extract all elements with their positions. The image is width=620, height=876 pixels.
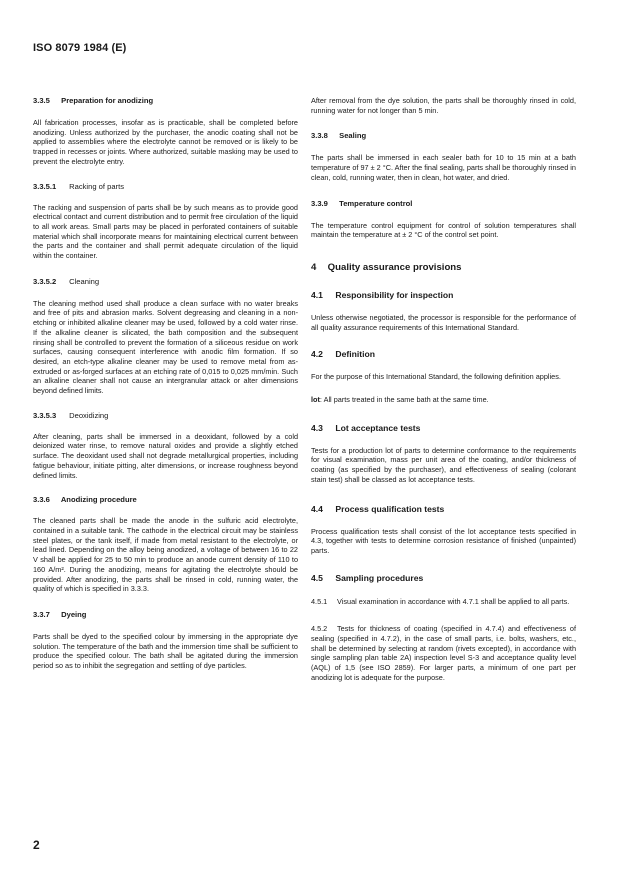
section-heading: 4.3 Lot acceptance tests [311,422,421,433]
chapter-heading: 4 Quality assurance provisions [311,261,462,273]
section-body: Unless otherwise negotiated, the processor is responsible for the performance of all quality assurance requirements of this International Standard. [311,312,576,332]
section-number: 4.5.2 [311,624,328,634]
section-body: Tests for thickness of coating (specified in 4.7.4) and effectiveness of sealing (specified in 4.7.2), in the case of small parts, i.e. bolts, washers, etc., shall be determined by selecting at random (rivets excepted), in accordance with single sampling plan table 2A) inspection level S-3 and acceptance quality level (AQL) of 1,5 (see ISO 2859). For larger parts, a minimum of one part per anodizing lot is adequate for the purpose. [311,624,576,682]
section-4-1 [311,290,576,332]
section-4-2 [311,349,576,404]
section-heading: 3.3.8 Sealing [311,131,367,141]
section-3-3-5 [33,96,298,167]
section-body: Process qualification tests shall consist of the lot acceptance tests specified in 4.3, together with tests to determine corrosion resistance of finished (unpainted) parts. [311,526,576,555]
section-body: For the purpose of this International Standard, the following definition applies. [311,372,561,382]
document-header: ISO 8079 1984 (E) [33,42,127,54]
right-column [311,96,576,683]
section-4-3 [311,423,576,485]
section-3-3-7 [33,610,298,671]
section-heading: 3.3.5.3 Deoxidizing [33,410,109,420]
section-4-5-1 [311,597,576,607]
section-4-5-2 [311,624,576,682]
section-3-3-9 [311,199,576,240]
section-body: The racking and suspension of parts shall be by such means as to provide good electrical contact and current distribution and to permit free circulation of the liquid to all work areas. Small parts may be placed in perforated containers of suitable material which shall incorporate means for maintaining electrical current between the parts and the container and shall permit adequate circulation of the liquid within the container. [33,202,298,261]
section-4-4 [311,504,576,556]
section-3-3-5-1 [33,182,298,261]
page-number: 2 [33,838,40,852]
section-body: Tests for a production lot of parts to determine conformance to the requirements for visual examination, mass per unit area of the coating, and/or thickness of coating (as specified by the purchaser), and effectiveness of sealing (colorant stain test) shall be classed as lot acceptance tests. [311,445,576,484]
section-heading: 4.4 Process qualification tests [311,503,445,514]
section-body: All fabrication processes, insofar as is practicable, shall be completed before anodizing. Unless authorized by the purchaser, the anodic coating shall not be applied to assemblies where the electrolyte cannot be removed or is likely to be trapped in recesses or joints. Where authorized, suitable masking may be used to prevent the electrolyte entry. [33,118,298,166]
section-body-continued: After removal from the dye solution, the parts shall be thoroughly rinsed in cold, running water for not longer than 5 min. [311,96,576,115]
section-body: The parts shall be immersed in each sealer bath for 10 to 15 min at a bath temperature of 97 ± 2 °C. After the final sealing, parts shall be thoroughly rinsed in clean, cold, running water, then in clean, hot water, and dried. [311,153,576,182]
section-heading: 3.3.5 Preparation for anodizing [33,96,154,105]
section-heading: 3.3.5.2 Cleaning [33,276,100,286]
section-heading: 3.3.7 Dyeing [33,609,87,619]
definition-term: lot [311,395,320,405]
section-body: The cleaning method used shall produce a clean surface with no water breaks and free of pits and abrasion marks. Solvent degreasing and cleaning in a non-etching or inhibited alkaline cleaner may be used, followed by a cold water rinse. If the alkaline cleaner is silicated, the bath composition and the subsequent rinsing shall be controlled to prevent the formation of a siliceous residue on work surfaces, causing consequent interference with anodic film formation. If so desired, an etch-type alkaline cleaner may be used to remove metal from as-extruded or as-forged surfaces at an etching rate of 0,015 to 0,025 mm/min. Such an alkaline cleaner shall not cause an intergranular attack or alter dimensions beyond defined limits. [33,298,298,396]
left-column [33,96,298,671]
definition-entry [311,395,576,405]
section-3-3-8 [311,131,576,182]
section-3-3-6 [33,495,298,594]
section-body: The temperature control equipment for control of solution temperatures shall maintain the temperature at ± 2 °C of the control set point. [311,220,576,240]
section-3-3-5-3 [33,411,298,481]
section-heading: 4.2 Definition [311,349,376,360]
section-number: 4.5.1 [311,596,328,606]
section-body: After cleaning, parts shall be immersed in a deoxidant, followed by a cold deionized water rinse, to remove natural oxides and provide a slightly etched surface. The deoxidant used shall not degrade metallurgical properties, including fatigue behaviour, initiate pitting, alter dimensions, or increase roughness beyond defined limits. [33,431,298,480]
section-heading: 3.3.6 Anodizing procedure [33,495,137,505]
section-body: The cleaned parts shall be made the anode in the sulfuric acid electrolyte, contained in a suitable tank. The cathode in the electrical circuit may be stainless steel plates, or the tank itself, if made from metal resistant to the electrolyte, or lead lined. Depending on the alloy being anodized, a voltage of between 16 to 22 V shall be applied for 25 to 50 min to produce an anode current density of 110 to 160 A/m². During the anodizing, means for agitating the electrolyte should be provided. After anodizing, the parts shall be rinsed in cold, running water, the quality of which is specified in 3.3.3. [33,516,298,594]
section-heading: 3.3.9 Temperature control [311,198,413,208]
section-heading: 3.3.5.1 Racking of parts [33,181,124,191]
definition-text: : All parts treated in the same bath at the same time. [319,395,489,405]
section-3-3-5-2 [33,277,298,396]
section-body: Parts shall be dyed to the specified colour by immersing in the appropriate dye solution. The temperature of the bath and the immersion time shall be sufficient to produce the specified colour. The bath shall be agitated during the immersion period so as to inhibit the segregation and settling of dye particles. [33,631,298,671]
section-heading: 4.1 Responsibility for inspection [311,289,454,300]
section-4-5-heading: 4.5 Sampling procedures [311,572,424,583]
section-body: Visual examination in accordance with 4.7.1 shall be applied to all parts. [337,596,570,606]
